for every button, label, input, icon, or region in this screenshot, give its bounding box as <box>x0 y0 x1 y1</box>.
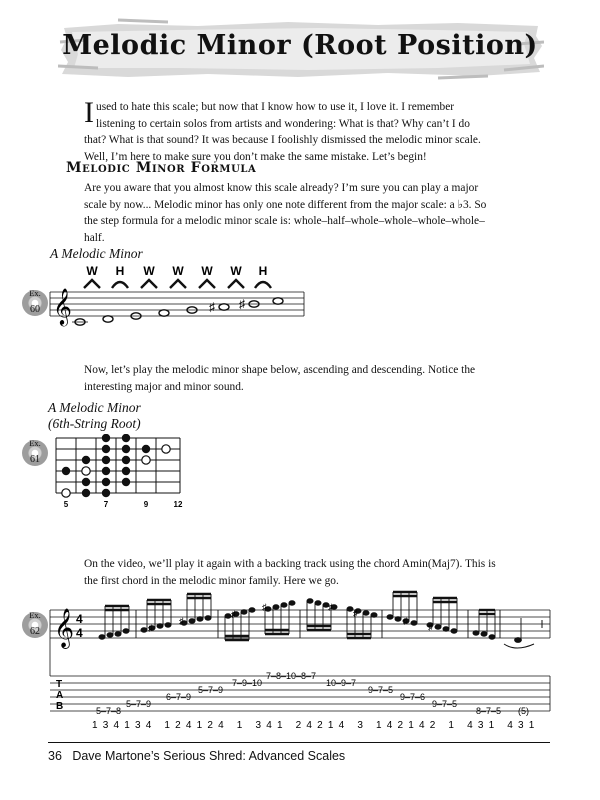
drop-cap: I <box>84 96 94 129</box>
treble-clef-icon: 𝄞 <box>53 288 72 324</box>
step-label: H <box>115 264 125 278</box>
fret-number: 12 <box>173 500 183 509</box>
step-arcs <box>84 280 271 288</box>
tab-clef-b: B <box>56 701 64 712</box>
example-60-label: A Melodic Minor <box>50 246 143 261</box>
fret-number: 7 <box>103 500 109 509</box>
note-group <box>473 610 495 639</box>
note-group <box>181 594 211 625</box>
note-f-sharp <box>219 304 229 310</box>
note-a-high <box>273 298 283 304</box>
note-group <box>141 600 171 632</box>
page-title: Melodic Minor (Root Position) <box>62 30 538 61</box>
step-label: W <box>230 264 242 278</box>
example-61-ex-word: Ex. <box>29 438 41 448</box>
tab-number: 9–7–5 <box>432 699 458 709</box>
step-label: H <box>258 264 268 278</box>
svg-text:♯: ♯ <box>179 616 184 626</box>
tab-number: (5) <box>518 706 529 716</box>
step-label: W <box>143 264 155 278</box>
time-signature-top: 4 <box>76 612 83 626</box>
tab-number: 7–9–10 <box>232 678 263 688</box>
fret-number: 9 <box>143 500 149 509</box>
svg-text:♯: ♯ <box>428 622 433 632</box>
note-d <box>159 310 169 316</box>
svg-text:♯: ♯ <box>231 609 236 619</box>
time-signature-bottom: 4 <box>76 626 83 640</box>
tab-number: 10–9–7 <box>326 678 357 688</box>
example-60-ex-word: Ex. <box>29 288 41 298</box>
note-group <box>307 599 337 630</box>
scale-notes <box>72 298 283 325</box>
footer-rule <box>48 742 550 743</box>
example-61-subtitle: (6th-String Root) <box>48 415 141 431</box>
book-title: Dave Martone’s Serious Shred: Advanced Scales <box>72 749 346 763</box>
section-heading-formula: Melodic Minor Formula <box>66 160 257 176</box>
treble-clef-icon: 𝄞 <box>54 609 75 647</box>
tab-clef <box>56 679 63 712</box>
intro-text: used to hate this scale; but now that I know how to use it, I love it. I remember listening to certain solos from artists and wondering: What is that? Why can’t I do that? What is that sound? It was because I foolishly dismissed the melodic minor scale. Well, I’m here to make sure you don’t make the same mistake. Let’s begin! <box>84 101 481 163</box>
tab-number: 5–7–9 <box>126 699 152 709</box>
scale-dots <box>62 434 150 497</box>
tab-clef-a: A <box>56 690 64 701</box>
fingering-row: 1 3 4 1 3 4 1 2 4 1 2 4 1 3 4 1 2 4 2 1 4 3 1 4 2 1 4 2 1 4 3 1 4 3 1 <box>92 720 536 731</box>
final-note <box>504 618 542 648</box>
tab-number: 9–7–5 <box>368 685 394 695</box>
sixteenth-notes <box>99 592 542 648</box>
note-b <box>103 316 113 322</box>
sharp-icon: ♯ <box>239 297 245 311</box>
page-number: 36 <box>48 749 62 763</box>
step-label: W <box>172 264 184 278</box>
step-label: W <box>86 264 98 278</box>
example-62-ex-word: Ex. <box>29 610 41 620</box>
intro-paragraph <box>84 96 490 165</box>
paragraph-shape-intro: Now, let’s play the melodic minor shape below, ascending and descending. Notice the interesting major and minor sound. <box>84 364 476 393</box>
example-62-notation <box>48 590 558 736</box>
svg-text:♯: ♯ <box>328 602 333 612</box>
tab-number: 9–7–6 <box>400 692 426 702</box>
paragraph-backing-track: On the video, we’ll play it again with a backing track using the chord Amin(Maj7). This is the first chord in the melodic minor family. Here we go. <box>84 558 496 587</box>
note-group <box>347 607 377 638</box>
example-61-number: 61 <box>30 454 40 465</box>
example-61-title: A Melodic Minor <box>48 400 141 415</box>
fretboard-diagram <box>46 434 186 510</box>
example-60-number: 60 <box>30 304 40 315</box>
tab-number: 6–7–9 <box>166 692 192 702</box>
tab-number: 5–7–8 <box>96 706 122 716</box>
tab-number: 5–7–9 <box>198 685 224 695</box>
tab-number: 8–7–5 <box>476 706 502 716</box>
example-62-number: 62 <box>30 626 40 637</box>
svg-text:♯: ♯ <box>262 602 267 612</box>
staff-lines <box>50 292 304 316</box>
note-group <box>99 606 129 639</box>
example-60-staff <box>48 262 308 332</box>
svg-text:♯: ♯ <box>353 608 358 618</box>
tab-numbers <box>96 671 529 716</box>
tab-number: 7–8–10–8–7 <box>266 671 317 681</box>
sharp-icon: ♯ <box>209 300 215 314</box>
note-group <box>387 592 417 625</box>
formula-paragraph: Are you aware that you almost know this scale already? I’m sure you can play a major scale by now... Melodic minor has only one note different from the major scale: a ♭3. So the step formula for a melodic minor scale is: whole–half–whole–whole–whole–whole–half. <box>84 182 487 244</box>
example-61-label <box>48 400 141 431</box>
fret-number: 5 <box>63 500 69 509</box>
note-group <box>265 601 295 634</box>
step-label: W <box>201 264 213 278</box>
tab-clef-t: T <box>56 679 63 690</box>
svg-text:♯: ♯ <box>403 616 408 626</box>
footer <box>48 749 345 763</box>
svg-text:♯: ♯ <box>148 623 153 633</box>
tab-staff <box>50 676 550 711</box>
